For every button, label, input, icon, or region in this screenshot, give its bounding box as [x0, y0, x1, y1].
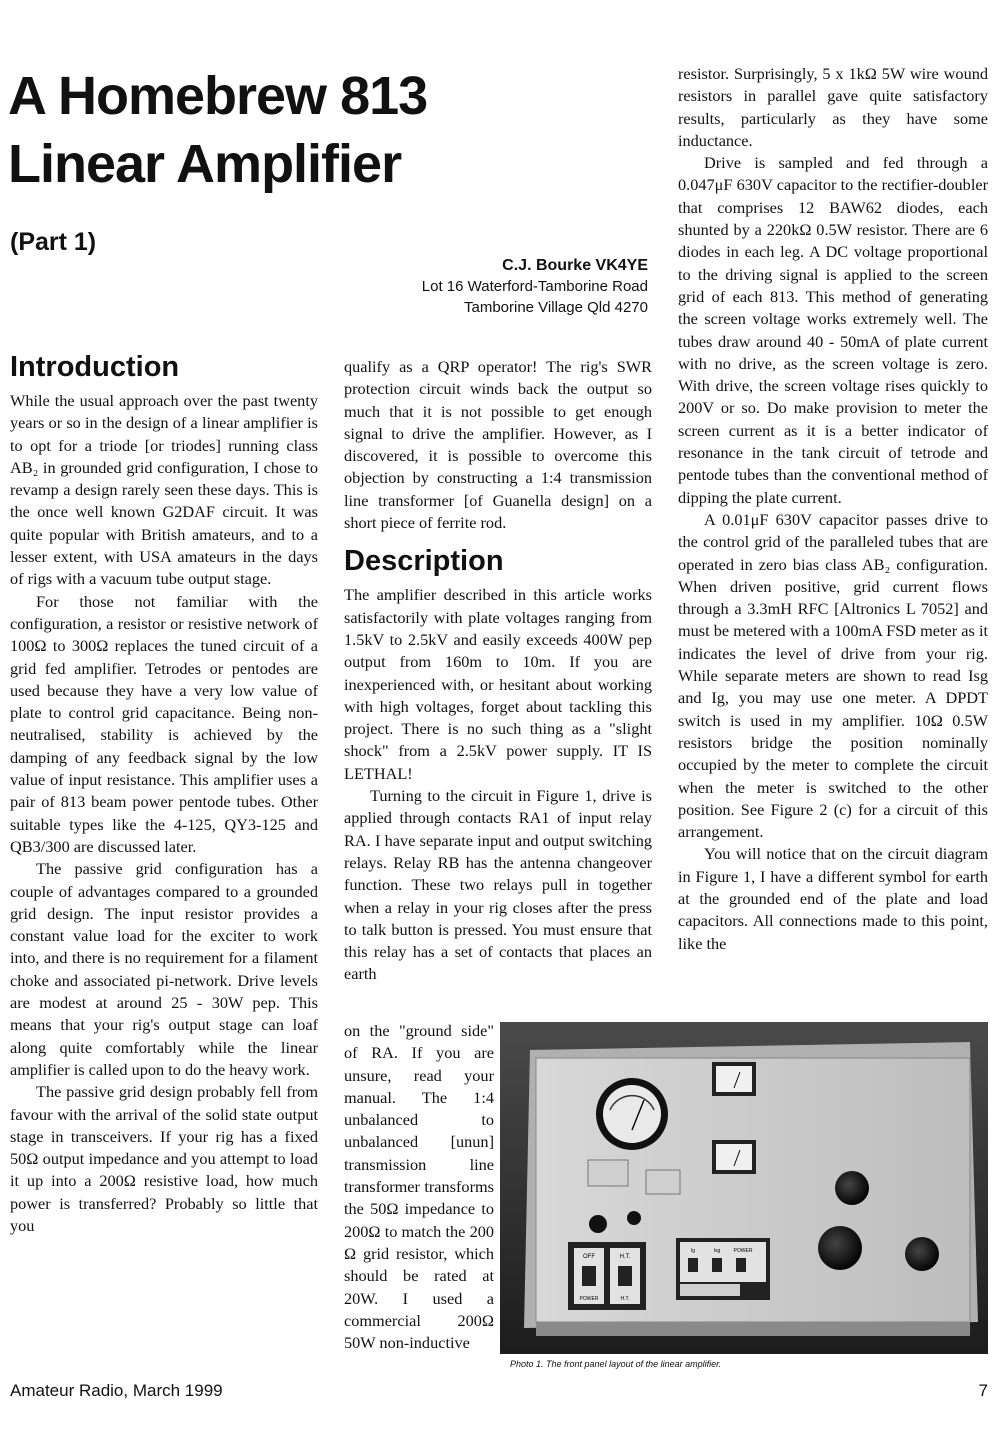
switch1-top-label: OFF	[583, 1254, 595, 1260]
switch2-bottom-label: H.T.	[620, 1296, 630, 1302]
author-address-line-1: Lot 16 Waterford-Tamborine Road	[421, 278, 648, 295]
footer-page-number: 7	[978, 1381, 988, 1400]
title-line-1: A Homebrew 813	[8, 66, 428, 126]
column-3	[678, 63, 988, 955]
heading-introduction: Introduction	[10, 351, 180, 383]
column-1	[10, 350, 318, 1237]
paragraph: The passive grid design probably fell from favour with the arrival of the solid state output stage in transceivers. If your rig has a fixed 50Ω output impedance and you attempt to load it up into a 200Ω resistive load, how much power is transferred? Probably so little that you	[10, 1082, 318, 1235]
paragraph: resistor. Surprisingly, 5 x 1kΩ 5W wire wound resistors in parallel gave quite satisfactory results, particularly as they have some inductance.	[678, 64, 988, 150]
paragraph: The amplifier described in this article works satisfactorily with plate voltages ranging from 1.5kV to 2.5kV and easily exceeds 400W pep output from 160m to 10m. If you are inexperienced with, or hesitant about working with high voltages, forget about tackling this project. There is no such thing as a "slight shock" from a 2.5kV power supply. IT IS LETHAL!	[344, 585, 652, 783]
title-line-2: Linear Amplifier	[8, 134, 402, 194]
article-title	[8, 62, 658, 198]
paragraph: You will notice that on the circuit diagram in Figure 1, I have a different symbol for earth at the grounded end of the plate and load capacitors. All connections made to this point, like the	[678, 844, 988, 953]
paragraph: Turning to the circuit in Figure 1, drive is applied through contacts RA1 of input relay RA. I have separate input and output switching relays. Relay RB has the antenna changeover function. These two relays pull in together when a relay in your rig closes after the press to talk button is pressed. You must ensure that this relay has a set of contacts that places an earth	[344, 786, 652, 984]
switch2-top-label: H.T.	[619, 1254, 631, 1260]
paragraph: on the "ground side" of RA. If you are unsure, read your manual. The 1:4 unbalanced to unbalanced [unun] transmission line transformer transforms the 50Ω impedance to 200Ω to match the 200 Ω grid resistor, which should be rated at 20W. I used a commercial 200Ω 50W non-inductive	[344, 1021, 494, 1353]
paragraph: The passive grid configuration has a couple of advantages compared to a grounded grid design. The input resistor provides a constant value load for the exciter to work into, and there is no requirement for a filament choke and associated pi-network. Drive levels are modest at around 25 - 30W pep. This means that your rig's output stage can loaf along quite comfortably while the linear amplifier is called upon to do the heavy work.	[10, 859, 318, 1079]
photo-front-panel	[500, 1022, 988, 1354]
heading-description: Description	[344, 545, 504, 578]
author-name: C.J. Bourke VK4YE	[502, 257, 648, 274]
photo-caption: Photo 1. The front panel layout of the linear amplifier.	[510, 1359, 722, 1369]
panel-label-power: POWER	[733, 1248, 753, 1254]
author-address-line-2: Tamborine Village Qld 4270	[463, 299, 648, 316]
amplifier-photo-graphic	[500, 1022, 988, 1354]
paragraph: While the usual approach over the past twenty years or so in the design of a linear amplifier is to opt for a triode [or triodes] running class AB₂ in grounded grid configuration, I chose to revamp a design rarely seen these days. This is the once well known G2DAF circuit. It was quite popular with British amateurs, and to a lesser extent, with USA amateurs in the days of rigs with a vacuum tube output stage.	[10, 391, 318, 589]
paragraph: qualify as a QRP operator! The rig's SWR protection circuit winds back the output so much that it is not possible to get enough signal to drive the amplifier. However, as I discovered, it is possible to overcome this objection by constructing a 1:4 transmission line transformer [of Guanella design] on a short piece of ferrite rod.	[344, 357, 652, 533]
paragraph: A 0.01μF 630V capacitor passes drive to the control grid of the paralleled tubes that are operated in zero bias class AB₂ configuration. When driven positive, grid current flows through a 3.3mH RFC [Altronics L 7052] and must be metered with a 100mA FSD meter as it indicates the level of drive from your rig. While separate meters are shown to read Isg and Ig, you may use one meter. A DPDT switch is used in my amplifier. 10Ω 0.5W resistors bridge the position nominally occupied by the meter to complete the circuit when the meter is switched to the other position. See Figure 2 (c) for a circuit of this arrangement.	[678, 509, 988, 842]
column-2	[344, 356, 652, 986]
panel-label-ig: Ig	[690, 1248, 696, 1254]
column-2-narrow	[344, 1020, 494, 1354]
panel-label-isg: Isg	[713, 1248, 721, 1254]
footer-publication: Amateur Radio, March 1999	[10, 1381, 223, 1400]
byline	[422, 255, 648, 318]
switch1-bottom-label: POWER	[579, 1296, 599, 1302]
paragraph: For those not familiar with the configuration, a resistor or resistive network of 100Ω to 300Ω replaces the tuned circuit of a grid fed amplifier. Tetrodes or pentodes are used because they have a very low value of plate to control grid capacitance. Being non-neutralised, stability is achieved by the damping of any feedback signal by the low value of input resistance. This amplifier uses a pair of 813 beam power pentode tubes. Other suitable types like the 4-125, QY3-125 and QB3/300 are discussed later.	[10, 591, 318, 856]
article-subtitle: (Part 1)	[10, 228, 97, 256]
paragraph: Drive is sampled and fed through a 0.047μF 630V capacitor to the rectifier-doubler that comprises 12 BAW62 diodes, each shunted by a 220kΩ 0.5W resistor. There are 6 diodes in each leg. A DC voltage proportional to the driving signal is applied to the screen grid of each 813. This method of generating the screen voltage works extremely well. The tubes draw around 40 - 50mA of plate current with no drive, as the screen voltage is zero. With drive, the screen voltage rises quickly to 200V or so. Do make provision to meter the screen current as it is a better indicator of resonance in the tank circuit of tetrode and pentode tubes than the conventional method of dipping the plate current.	[678, 153, 988, 507]
